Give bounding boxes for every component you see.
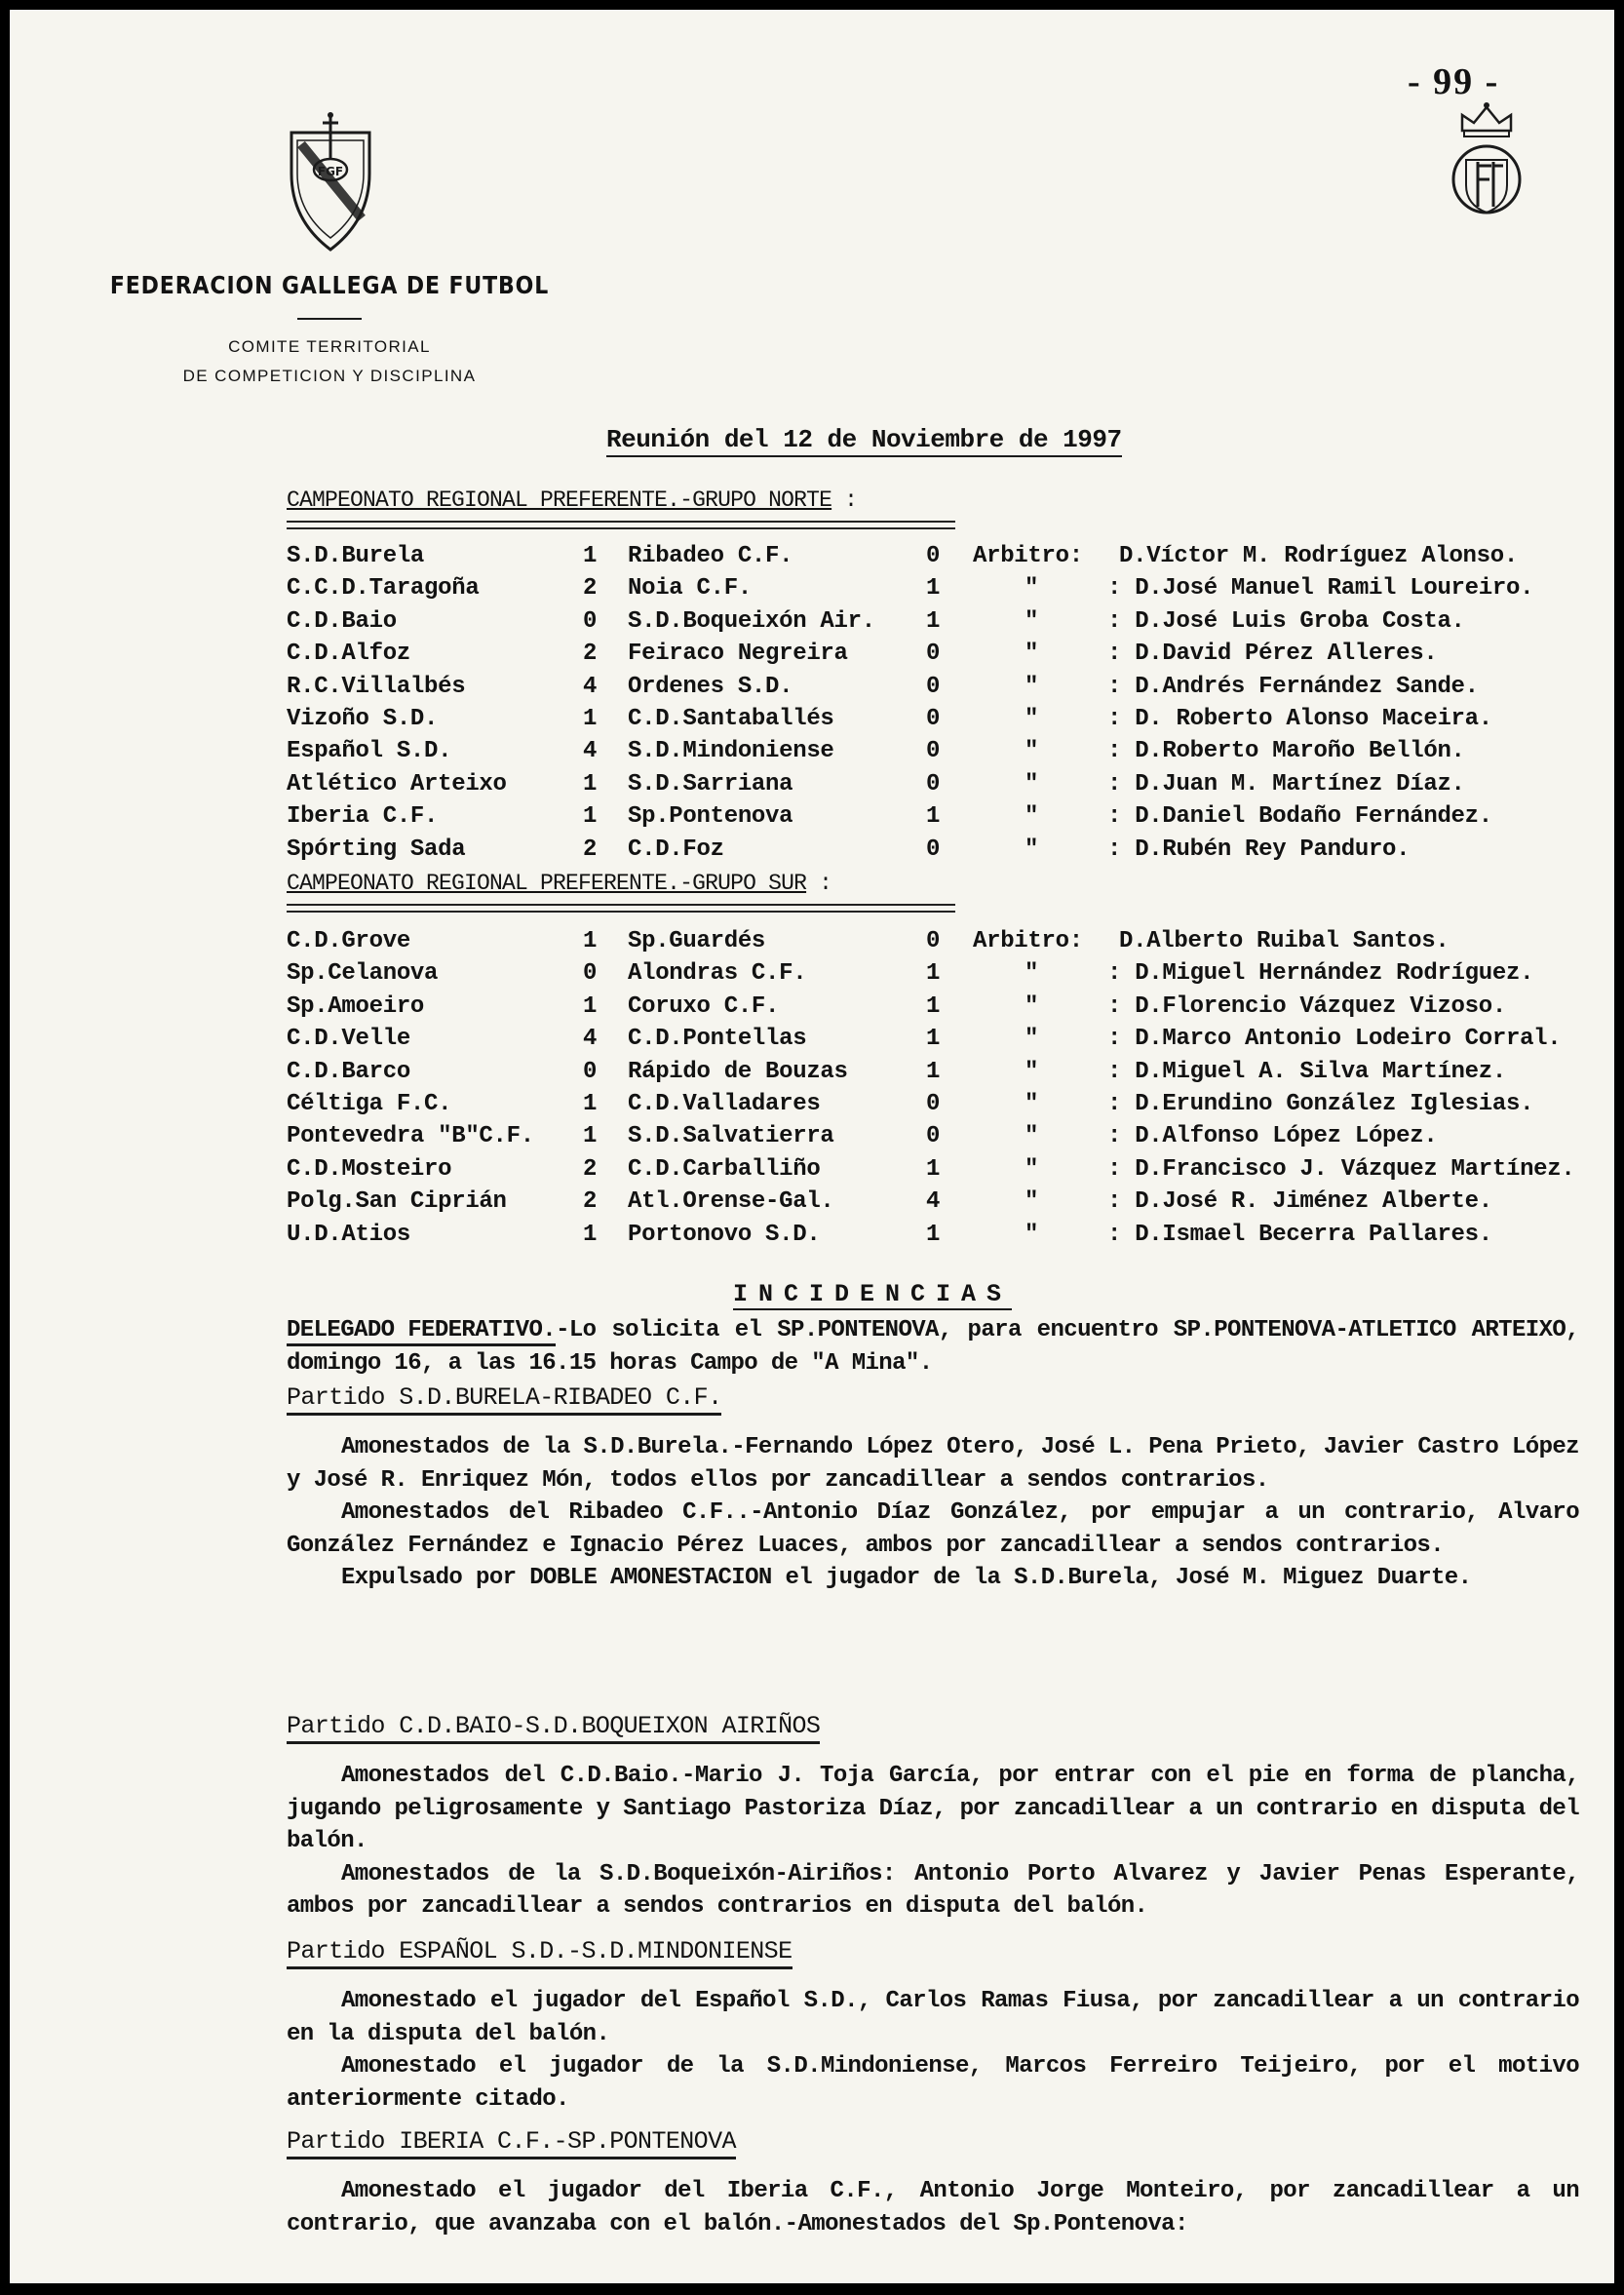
incidencia-paragraph: Amonestado el jugador de la S.D.Mindoniense, Marcos Ferreiro Teijeiro, por el motivo anteriormente citado. xyxy=(287,2053,1579,2113)
incidencia-paragraph: Amonestado el jugador del Español S.D., Carlos Ramas Fiusa, por zancadillear a un contrario en la disputa del balón. xyxy=(287,1988,1579,2047)
home-team: C.C.D.Taragoña xyxy=(287,575,480,603)
away-team: S.D.Salvatierra xyxy=(628,1123,834,1150)
referee-label: " xyxy=(1024,575,1039,603)
svg-text:FGF: FGF xyxy=(317,165,344,178)
incidencia-text: -Lo solicita el SP.PONTENOVA, para encuentro SP.PONTENOVA-ATLETICO ARTEIXO, domingo 16, a las 16.15 horas Campo de "A Mina". xyxy=(287,1317,1579,1377)
away-team: S.D.Mindoniense xyxy=(628,738,834,765)
home-goals: 1 xyxy=(583,770,598,797)
incidencia-heading: Partido S.D.BURELA-RIBADEO C.F. xyxy=(287,1383,721,1416)
away-team: Atl.Orense-Gal. xyxy=(628,1188,834,1216)
away-goals: 0 xyxy=(926,641,941,668)
comite-line-1: COMITE TERRITORIAL xyxy=(228,337,431,356)
home-goals: 4 xyxy=(583,1026,598,1053)
referee-name: : D.Roberto Maroño Bellón. xyxy=(1107,738,1465,765)
referee-name: D.Alberto Ruibal Santos. xyxy=(1119,928,1450,954)
home-team: Atlético Arteixo xyxy=(287,770,507,797)
away-goals: 0 xyxy=(926,706,941,732)
away-goals: 0 xyxy=(926,928,941,954)
away-team: C.D.Pontellas xyxy=(628,1026,807,1053)
referee-name: D.Víctor M. Rodríguez Alonso. xyxy=(1119,543,1518,569)
referee-label: " xyxy=(1024,803,1039,831)
home-goals: 1 xyxy=(583,803,598,831)
home-team: Iberia C.F. xyxy=(287,803,439,831)
group-double-rule xyxy=(287,521,955,529)
referee-name: : D.Andrés Fernández Sande. xyxy=(1107,673,1479,700)
referee-label: " xyxy=(1024,641,1039,668)
away-goals: 1 xyxy=(926,575,941,603)
away-team: C.D.Foz xyxy=(628,836,724,863)
away-goals: 1 xyxy=(926,1221,941,1248)
incidencia-paragraph: Amonestados del C.D.Baio.-Mario J. Toja García, por entrar con el pie en forma de plancha, jugando peligrosamente y Santiago Pastoriza Díaz, por zancadillear a un contrario en disputa del balón. xyxy=(287,1763,1579,1854)
home-team: C.D.Grove xyxy=(287,928,410,954)
home-goals: 1 xyxy=(583,1123,598,1150)
away-team: Feiraco Negreira xyxy=(628,641,848,668)
referee-label: " xyxy=(1024,992,1039,1020)
incidencia-paragraph: Expulsado por DOBLE AMONESTACION el jugador de la S.D.Burela, José M. Miguez Duarte. xyxy=(341,1565,1472,1591)
page-number: - 99 - xyxy=(1408,61,1500,102)
incidencia-block xyxy=(287,1383,1579,1595)
away-goals: 0 xyxy=(926,770,941,797)
away-goals: 0 xyxy=(926,738,941,765)
home-goals: 1 xyxy=(583,706,598,732)
away-team: Rápido de Bouzas xyxy=(628,1058,848,1085)
away-team: Sp.Pontenova xyxy=(628,803,793,831)
referee-label: " xyxy=(1024,836,1039,863)
home-team: U.D.Atios xyxy=(287,1221,410,1248)
group-title-text: CAMPEONATO REGIONAL PREFERENTE.-GRUPO NORTE xyxy=(287,487,832,513)
away-goals: 1 xyxy=(926,1058,941,1085)
referee-name: : D.Miguel A. Silva Martínez. xyxy=(1107,1058,1506,1085)
home-goals: 2 xyxy=(583,641,598,668)
incidencia-block xyxy=(287,2127,1579,2240)
comite-line-2: DE COMPETICION Y DISCIPLINA xyxy=(182,367,477,385)
referee-label: " xyxy=(1024,1155,1039,1183)
referee-label: " xyxy=(1024,673,1039,700)
home-goals: 1 xyxy=(583,1221,598,1248)
referee-label: " xyxy=(1024,770,1039,797)
referee-label: " xyxy=(1024,738,1039,765)
referee-name: : D.David Pérez Alleres. xyxy=(1107,641,1438,668)
home-team: Céltiga F.C. xyxy=(287,1091,452,1117)
referee-name: : D.Erundino González Iglesias. xyxy=(1107,1091,1534,1117)
home-team: S.D.Burela xyxy=(287,543,425,569)
referee-label: " xyxy=(1024,1221,1039,1248)
home-goals: 1 xyxy=(583,543,598,569)
away-goals: 1 xyxy=(926,607,941,635)
referee-label: " xyxy=(1024,607,1039,635)
document-page xyxy=(10,10,1614,2283)
referee-name: : D.José Manuel Ramil Loureiro. xyxy=(1107,575,1534,603)
referee-label: " xyxy=(1024,706,1039,732)
incidencia-block xyxy=(287,1712,1579,1924)
group-title-suffix: : xyxy=(831,487,858,513)
incidencias-title: INCIDENCIAS xyxy=(733,1280,1013,1308)
home-goals: 2 xyxy=(583,575,598,603)
referee-label: " xyxy=(1024,1188,1039,1216)
referee-name: : D.Florencio Vázquez Vizoso. xyxy=(1107,992,1506,1020)
away-goals: 1 xyxy=(926,992,941,1020)
crowned-emblem-icon xyxy=(1443,97,1530,220)
away-goals: 1 xyxy=(926,1155,941,1183)
referee-label: Arbitro: xyxy=(973,928,1083,954)
federation-divider xyxy=(297,318,362,320)
home-goals: 2 xyxy=(583,1188,598,1216)
home-team: Español S.D. xyxy=(287,738,452,765)
referee-label: " xyxy=(1024,1091,1039,1117)
referee-name: : D.Marco Antonio Lodeiro Corral. xyxy=(1107,1026,1562,1053)
referee-name: : D.Alfonso López López. xyxy=(1107,1123,1438,1150)
away-team: Portonovo S.D. xyxy=(628,1221,821,1248)
meeting-title: Reunión del 12 de Noviembre de 1997 xyxy=(606,424,1122,457)
incidencia-paragraph: Amonestado el jugador del Iberia C.F., Antonio Jorge Monteiro, por zancadillear a un contrario, que avanzaba con el balón.-Amonestados del Sp.Pontenova: xyxy=(287,2178,1579,2237)
referee-name: : D.José Luis Groba Costa. xyxy=(1107,607,1465,635)
referee-label: " xyxy=(1024,960,1039,988)
away-goals: 1 xyxy=(926,803,941,831)
incidencia-block xyxy=(287,1937,1579,2116)
referee-name: : D.Rubén Rey Panduro. xyxy=(1107,836,1411,863)
referee-name: : D.Francisco J. Vázquez Martínez. xyxy=(1107,1155,1575,1183)
referee-name: : D.Ismael Becerra Pallares. xyxy=(1107,1221,1492,1248)
group-title xyxy=(287,487,857,513)
away-team: C.D.Valladares xyxy=(628,1091,821,1117)
referee-label: " xyxy=(1024,1058,1039,1085)
away-goals: 0 xyxy=(926,543,941,569)
away-team: C.D.Santaballés xyxy=(628,706,834,732)
away-goals: 0 xyxy=(926,1091,941,1117)
federation-shield-icon xyxy=(286,111,375,252)
home-goals: 0 xyxy=(583,607,598,635)
group-title-text: CAMPEONATO REGIONAL PREFERENTE.-GRUPO SUR xyxy=(287,871,807,896)
incidencia-block xyxy=(287,1314,1579,1380)
home-team: C.D.Mosteiro xyxy=(287,1155,452,1183)
away-team: Noia C.F. xyxy=(628,575,752,603)
home-goals: 1 xyxy=(583,1091,598,1117)
referee-label: " xyxy=(1024,1123,1039,1150)
incidencia-heading: Partido C.D.BAIO-S.D.BOQUEIXON AIRIÑOS xyxy=(287,1712,820,1744)
incidencia-heading: DELEGADO FEDERATIVO. xyxy=(287,1318,556,1346)
home-goals: 0 xyxy=(583,1058,598,1085)
home-goals: 1 xyxy=(583,928,598,954)
referee-name: : D.Daniel Bodaño Fernández. xyxy=(1107,803,1492,831)
referee-name: : D.José R. Jiménez Alberte. xyxy=(1107,1188,1492,1216)
incidencia-paragraph: Amonestados de la S.D.Burela.-Fernando López Otero, José L. Pena Prieto, Javier Castro López y José R. Enriquez Món, todos ellos por zancadillear a sendos contrarios. xyxy=(287,1434,1579,1494)
home-team: C.D.Alfoz xyxy=(287,641,410,668)
home-team: Spórting Sada xyxy=(287,836,466,863)
away-goals: 0 xyxy=(926,836,941,863)
referee-name: : D. Roberto Alonso Maceira. xyxy=(1107,706,1492,732)
home-team: Vizoño S.D. xyxy=(287,706,439,732)
referee-name: : D.Miguel Hernández Rodríguez. xyxy=(1107,960,1534,988)
away-team: Alondras C.F. xyxy=(628,960,807,988)
incidencia-paragraph: Amonestados del Ribadeo C.F..-Antonio Díaz González, por empujar a un contrario, Alvaro González Fernández e Ignacio Pérez Luaces, ambos por zancadillear a sendos contrarios. xyxy=(287,1499,1579,1559)
home-goals: 2 xyxy=(583,836,598,863)
home-team: R.C.Villalbés xyxy=(287,673,466,700)
home-team: Polg.San Ciprián xyxy=(287,1188,507,1216)
incidencia-heading: Partido ESPAÑOL S.D.-S.D.MINDONIENSE xyxy=(287,1937,793,1969)
away-team: S.D.Boqueixón Air. xyxy=(628,607,875,635)
group-title-suffix: : xyxy=(806,871,832,896)
home-goals: 0 xyxy=(583,960,598,988)
referee-label: " xyxy=(1024,1026,1039,1053)
away-team: Sp.Guardés xyxy=(628,928,766,954)
away-team: Coruxo C.F. xyxy=(628,992,780,1020)
home-team: Pontevedra "B"C.F. xyxy=(287,1123,534,1150)
home-team: C.D.Baio xyxy=(287,607,397,635)
federation-name: FEDERACION GALLEGA DE FUTBOL xyxy=(109,271,550,299)
away-goals: 4 xyxy=(926,1188,941,1216)
away-goals: 0 xyxy=(926,1123,941,1150)
group-double-rule xyxy=(287,904,955,913)
home-goals: 2 xyxy=(583,1155,598,1183)
referee-label: Arbitro: xyxy=(973,543,1083,569)
home-goals: 4 xyxy=(583,738,598,765)
away-team: S.D.Sarriana xyxy=(628,770,793,797)
home-team: Sp.Celanova xyxy=(287,960,439,988)
away-team: Ribadeo C.F. xyxy=(628,543,793,569)
referee-name: : D.Juan M. Martínez Díaz. xyxy=(1107,770,1465,797)
away-goals: 1 xyxy=(926,960,941,988)
home-team: C.D.Barco xyxy=(287,1058,410,1085)
incidencia-heading: Partido IBERIA C.F.-SP.PONTENOVA xyxy=(287,2127,736,2159)
home-goals: 4 xyxy=(583,673,598,700)
group-title xyxy=(287,871,831,896)
home-team: C.D.Velle xyxy=(287,1026,410,1053)
home-goals: 1 xyxy=(583,992,598,1020)
away-team: C.D.Carballiño xyxy=(628,1155,821,1183)
away-goals: 1 xyxy=(926,1026,941,1053)
home-team: Sp.Amoeiro xyxy=(287,992,425,1020)
away-team: Ordenes S.D. xyxy=(628,673,793,700)
incidencia-paragraph: Amonestados de la S.D.Boqueixón-Airiños: Antonio Porto Alvarez y Javier Penas Esperante, ambos por zancadillear a sendos contrarios en disputa del balón. xyxy=(287,1860,1579,1920)
away-goals: 0 xyxy=(926,673,941,700)
incidencia-paragraph xyxy=(287,1314,1579,1380)
